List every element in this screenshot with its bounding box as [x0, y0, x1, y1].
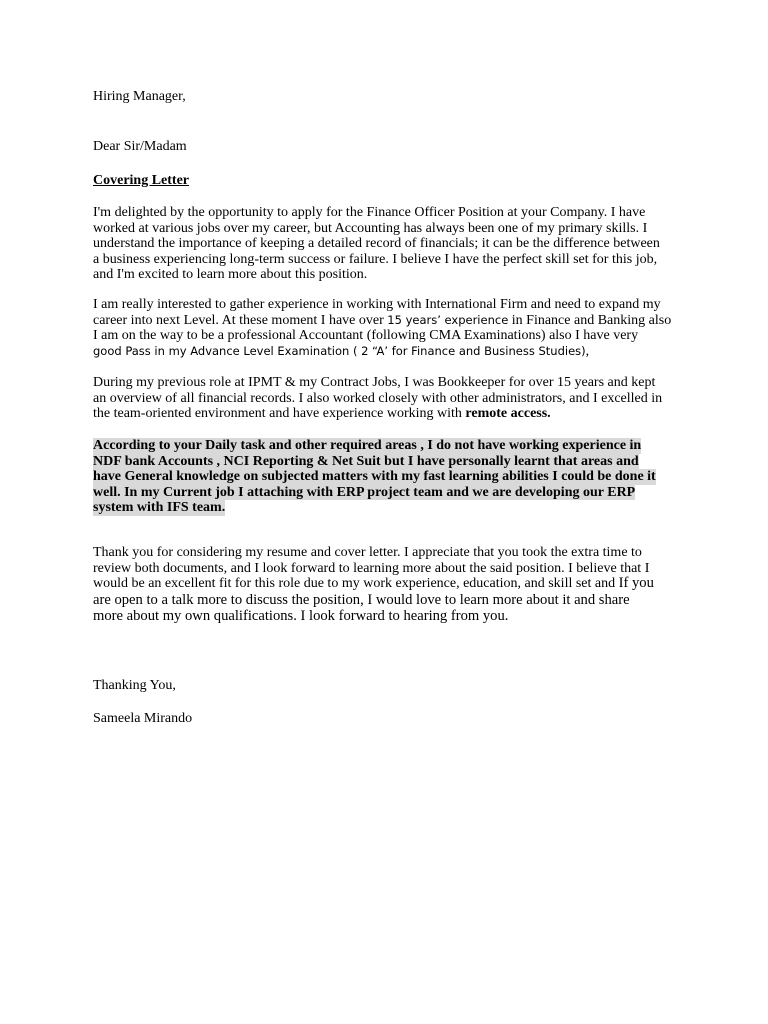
letter-heading: Covering Letter [93, 173, 190, 188]
highlighted-line: have General knowledge on subjected matters with my fast learning abilities I could be done it [93, 469, 656, 485]
paragraph-highlighted [93, 436, 678, 514]
text-run: career into next Level. At these moment I have over [93, 312, 388, 328]
highlighted-line: NDF bank Accounts , NCI Reporting & Net Suit but I have personally learnt that areas and [93, 453, 639, 469]
signature-name: Sameela Mirando [93, 711, 193, 726]
highlighted-line: system with IFS team. [93, 500, 226, 516]
highlighted-line: well. In my Current job I attaching with ERP project team and we are developing our ERP [93, 484, 636, 500]
paragraph-line: I am on the way to be a professional Accountant (following CMA Examinations) also I have very [93, 328, 639, 344]
text-run: good Pass in my Advance Level Examination ( 2 “A’ for Finance and Business Studies) [93, 343, 586, 358]
paragraph-line: more about my own qualifications. I look forward to hearing from you. [93, 608, 509, 625]
paragraph-intro [93, 205, 678, 283]
text-run: , [585, 343, 590, 359]
text-run: remote access. [465, 406, 551, 422]
greeting-line: Hiring Manager, [93, 89, 186, 104]
paragraph-line: review both documents, and I look forward to learning more about the said position. I believe that I [93, 560, 650, 576]
paragraph-thank-you [93, 545, 678, 625]
paragraph-previous-role [93, 375, 678, 422]
paragraph-line: are open to a talk more to discuss the position, I would love to learn more about it and share [93, 591, 630, 608]
paragraph-line: a business experiencing long-term success or failure. I believe I have the perfect skill set for this job, [93, 251, 658, 267]
paragraph-line: During my previous role at IPMT & my Contract Jobs, I was Bookkeeper for over 15 years and kept [93, 375, 656, 390]
text-run: the team-oriented environment and have experience working with [93, 406, 466, 422]
paragraph-line: and I'm excited to learn more about this position. [93, 267, 368, 283]
paragraph-line: worked at various jobs over my career, but Accounting has always been one of my primary skills. I [93, 220, 648, 236]
paragraph-line: I'm delighted by the opportunity to apply for the Finance Officer Position at your Company. I have [93, 205, 646, 220]
paragraph-line: Thank you for considering my resume and cover letter. I appreciate that you took the extra time to [93, 545, 642, 560]
paragraph-line: an overview of all financial records. I also worked closely with other administrators, and I excelled in [93, 390, 663, 406]
text-run: would be an excellent fit for this role due to my work experience, education, and skill set and [93, 576, 619, 592]
paragraph-line: understand the importance of keeping a detailed record of financials; it can be the difference between [93, 236, 660, 252]
highlighted-line: According to your Daily task and other required areas , I do not have working experience in [93, 438, 642, 453]
closing: Thanking You, [93, 678, 176, 693]
paragraph-line [93, 344, 678, 360]
text-run: If you [618, 575, 654, 592]
salutation: Dear Sir/Madam [93, 139, 187, 154]
paragraph-line [93, 313, 678, 329]
paragraph-line: I am really interested to gather experience in working with International Firm and need to expand my [93, 297, 661, 312]
paragraph-line [93, 406, 678, 422]
text-run: 15 years’ experience [387, 312, 509, 327]
paragraph-line [93, 576, 678, 592]
paragraph-experience [93, 297, 678, 359]
text-run: in Finance and Banking also [508, 312, 672, 328]
